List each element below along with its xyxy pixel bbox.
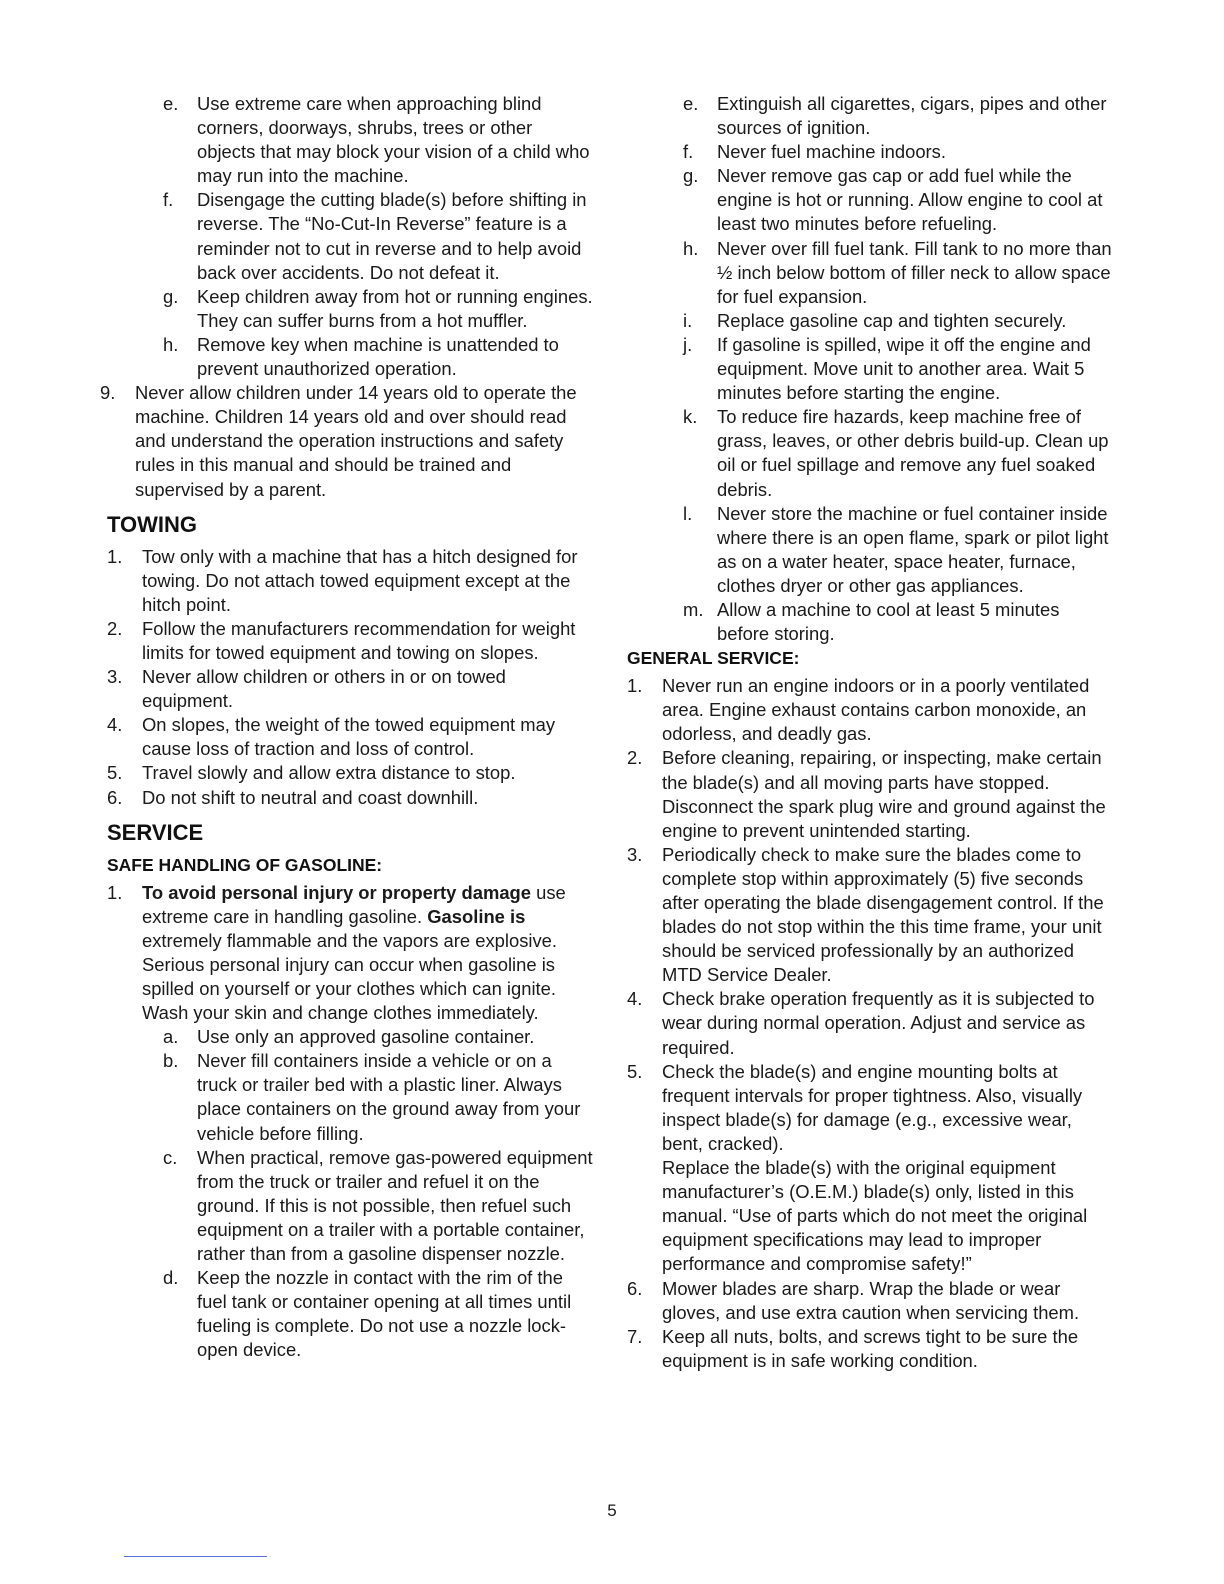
item-text: Extinguish all cigarettes, cigars, pipes and other sources of ignition. <box>717 93 1107 139</box>
list-item <box>627 1060 1113 1277</box>
service-heading: SERVICE <box>107 819 204 845</box>
item-text: Never fuel machine indoors. <box>717 141 946 163</box>
item-text: Use extreme care when approaching blind corners, doorways, shrubs, trees or other objects that may block your vision of a child who may run into the machine. <box>197 93 590 187</box>
list-item <box>107 713 593 761</box>
item-marker: 4. <box>627 988 643 1010</box>
item-text: If gasoline is spilled, wipe it off the engine and equipment. Move unit to another area. Wait 5 minutes before starting the engine. <box>717 333 1091 404</box>
item-marker: 5. <box>627 1060 643 1082</box>
list-item <box>627 333 1113 405</box>
item-marker: 7. <box>627 1325 643 1347</box>
list-item <box>100 381 593 501</box>
item-text: On slopes, the weight of the towed equipment may cause loss of traction and loss of control. <box>142 714 556 760</box>
item-text-part: extremely flammable and the vapors are explosive. Serious personal injury can occur when gasoline is spilled on yourself or your clothes which can ignite. Wash your skin and change clothes immediately. <box>142 929 558 1024</box>
item-text: Never run an engine indoors or in a poorly ventilated area. Engine exhaust contains carbon monoxide, an odorless, and deadly gas. <box>662 675 1090 745</box>
item-marker: 9. <box>100 382 116 404</box>
safe-handling-subheading: SAFE HANDLING OF GASOLINE: <box>107 854 383 875</box>
list-item <box>627 843 1113 988</box>
item-marker: k. <box>683 406 698 428</box>
item-text: Keep the nozzle in contact with the rim of the fuel tank or container opening at all times until fueling is complete. Do not use a nozzle lock-open device. <box>197 1267 572 1361</box>
item-marker: 6. <box>627 1277 643 1299</box>
item-marker: g. <box>163 285 179 307</box>
list-item <box>107 617 593 665</box>
list-item <box>107 1049 593 1145</box>
item-text: Never remove gas cap or add fuel while the engine is hot or running. Allow engine to cool at least two minutes before refueling. <box>717 165 1103 235</box>
item-marker: 3. <box>107 666 123 688</box>
list-item <box>627 987 1113 1059</box>
item-marker: f. <box>163 189 174 211</box>
item-text: Allow a machine to cool at least 5 minutes before storing. <box>717 598 1060 645</box>
list-item <box>627 502 1113 598</box>
item-text: Remove key when machine is unattended to prevent unauthorized operation. <box>197 333 559 380</box>
item-text: Before cleaning, repairing, or inspecting, make certain the blade(s) and all moving parts have stopped. Disconnect the spark plug wire and ground against the engine to prevent unintended starting. <box>662 747 1106 841</box>
item-marker: h. <box>683 237 699 259</box>
list-item <box>107 545 593 617</box>
item-marker: l. <box>683 502 693 524</box>
item-marker: j. <box>683 333 693 355</box>
general-service-heading: GENERAL SERVICE: <box>627 648 800 669</box>
list-item <box>107 665 593 713</box>
item-marker: 1. <box>627 675 643 697</box>
list-item <box>627 140 1113 164</box>
item-text: Do not shift to neutral and coast downhill. <box>142 786 479 808</box>
item-marker: e. <box>163 93 179 114</box>
item-marker: 2. <box>627 747 643 769</box>
bold-text: To avoid personal injury or property damage <box>142 881 532 903</box>
item-marker: 1. <box>107 881 123 903</box>
item-text: Follow the manufacturers recommendation for weight limits for towed equipment and towing on slopes. <box>142 617 576 663</box>
item-text: Travel slowly and allow extra distance to stop. <box>142 762 516 784</box>
bold-text: Gasoline is <box>427 905 526 927</box>
item-marker: 1. <box>107 545 123 567</box>
item-marker: h. <box>163 333 179 355</box>
item-text: Keep all nuts, bolts, and screws tight to be sure the equipment is in safe working condition. <box>662 1325 1079 1371</box>
item-marker: b. <box>163 1050 179 1072</box>
item-text: Mower blades are sharp. Wrap the blade or wear gloves, and use extra caution when servicing them. <box>662 1277 1080 1323</box>
item-marker: 4. <box>107 714 123 736</box>
list-item <box>107 1146 593 1266</box>
item-marker: i. <box>683 309 693 331</box>
item-text: Never over fill fuel tank. Fill tank to no more than ½ inch below bottom of filler neck to allow space for fuel expansion. <box>717 237 1112 307</box>
footer-rule <box>124 1556 267 1557</box>
list-item <box>107 1025 593 1049</box>
item-text: Never store the machine or fuel container inside where there is an open flame, spark or pilot light as on a water heater, space heater, furnace, clothes dryer or other gas appliances. <box>717 502 1109 596</box>
right-column <box>627 92 1113 1373</box>
item-marker: e. <box>683 93 699 114</box>
item-text: Keep children away from hot or running engines. They can suffer burns from a hot muffler. <box>197 285 593 331</box>
item-marker: c. <box>163 1146 178 1168</box>
list-item <box>107 285 593 333</box>
list-item <box>107 1266 593 1362</box>
item-marker: f. <box>683 141 694 163</box>
item-marker: 6. <box>107 786 123 808</box>
list-item <box>107 188 593 284</box>
page-number: 5 <box>607 1501 617 1520</box>
list-item <box>627 746 1113 842</box>
item-text: Replace gasoline cap and tighten securely. <box>717 309 1067 331</box>
item-text-part: use extreme care in handling gasoline. <box>142 881 566 927</box>
list-item <box>107 333 593 381</box>
list-item <box>107 92 593 188</box>
item-text <box>662 1060 1113 1277</box>
list-item <box>627 598 1113 646</box>
item-marker: a. <box>163 1026 179 1048</box>
item-text: Periodically check to make sure the blades come to complete stop within approximately (5) five seconds after operating the blade disengagement control. If the blades do not stop within the this time frame, your unit should be serviced professionally by an authorized MTD Service Dealer. <box>662 843 1104 986</box>
item-marker: d. <box>163 1267 179 1289</box>
list-item <box>627 674 1113 746</box>
item-marker: g. <box>683 165 699 187</box>
item-text-part: Replace the blade(s) with the original equipment manufacturer’s (O.E.M.) blade(s) only, listed in this manual. “Use of parts which do not meet the original equipment specifications may lead to improper performance and compromise safety!” <box>662 1157 1088 1275</box>
item-marker: 3. <box>627 843 643 865</box>
item-marker: m. <box>683 598 704 620</box>
towing-heading: TOWING <box>107 511 198 537</box>
item-text: Tow only with a machine that has a hitch designed for towing. Do not attach towed equipment except at the hitch point. <box>142 545 578 615</box>
item-text: Never fill containers inside a vehicle or on a truck or trailer bed with a plastic liner. Always place containers on the ground away from your vehicle before filling. <box>197 1050 581 1144</box>
list-item <box>107 881 593 1026</box>
list-item <box>107 786 593 810</box>
item-marker: 5. <box>107 762 123 784</box>
list-item <box>627 92 1113 140</box>
list-item <box>627 309 1113 333</box>
item-text: Never allow children under 14 years old to operate the machine. Children 14 years old and over should read and understand the operation instructions and safety rules in this manual and should be trained and supervised by a parent. <box>135 382 577 500</box>
item-text: To reduce fire hazards, keep machine free of grass, leaves, or other debris build-up. Clean up oil or fuel spillage and remove any fuel soaked debris. <box>717 406 1109 500</box>
item-marker: 2. <box>107 617 123 639</box>
list-item <box>627 1325 1113 1373</box>
list-item <box>627 237 1113 309</box>
list-item <box>627 405 1113 501</box>
item-text: Use only an approved gasoline container. <box>197 1026 535 1048</box>
item-text: When practical, remove gas-powered equipment from the truck or trailer and refuel it on the ground. If this is not possible, then refuel such equipment on a trailer with a portable container, rather than from a gasoline dispenser nozzle. <box>197 1146 593 1265</box>
item-text: Check brake operation frequently as it is subjected to wear during normal operation. Adjust and service as required. <box>662 988 1095 1058</box>
list-item <box>627 1277 1113 1325</box>
item-text-part: Check the blade(s) and engine mounting bolts at frequent intervals for proper tightness. Also, visually inspect blade(s) for damage (e.g., excessive wear, bent, cracked). <box>662 1060 1083 1154</box>
left-column <box>100 92 593 1363</box>
list-item <box>107 761 593 785</box>
list-item <box>627 164 1113 236</box>
item-text: Never allow children or others in or on towed equipment. <box>142 666 506 712</box>
item-text <box>142 881 593 1026</box>
item-text: Disengage the cutting blade(s) before shifting in reverse. The “No-Cut-In Reverse” feature is a reminder not to cut in reverse and to help avoid back over accidents. Do not defeat it. <box>197 189 587 283</box>
